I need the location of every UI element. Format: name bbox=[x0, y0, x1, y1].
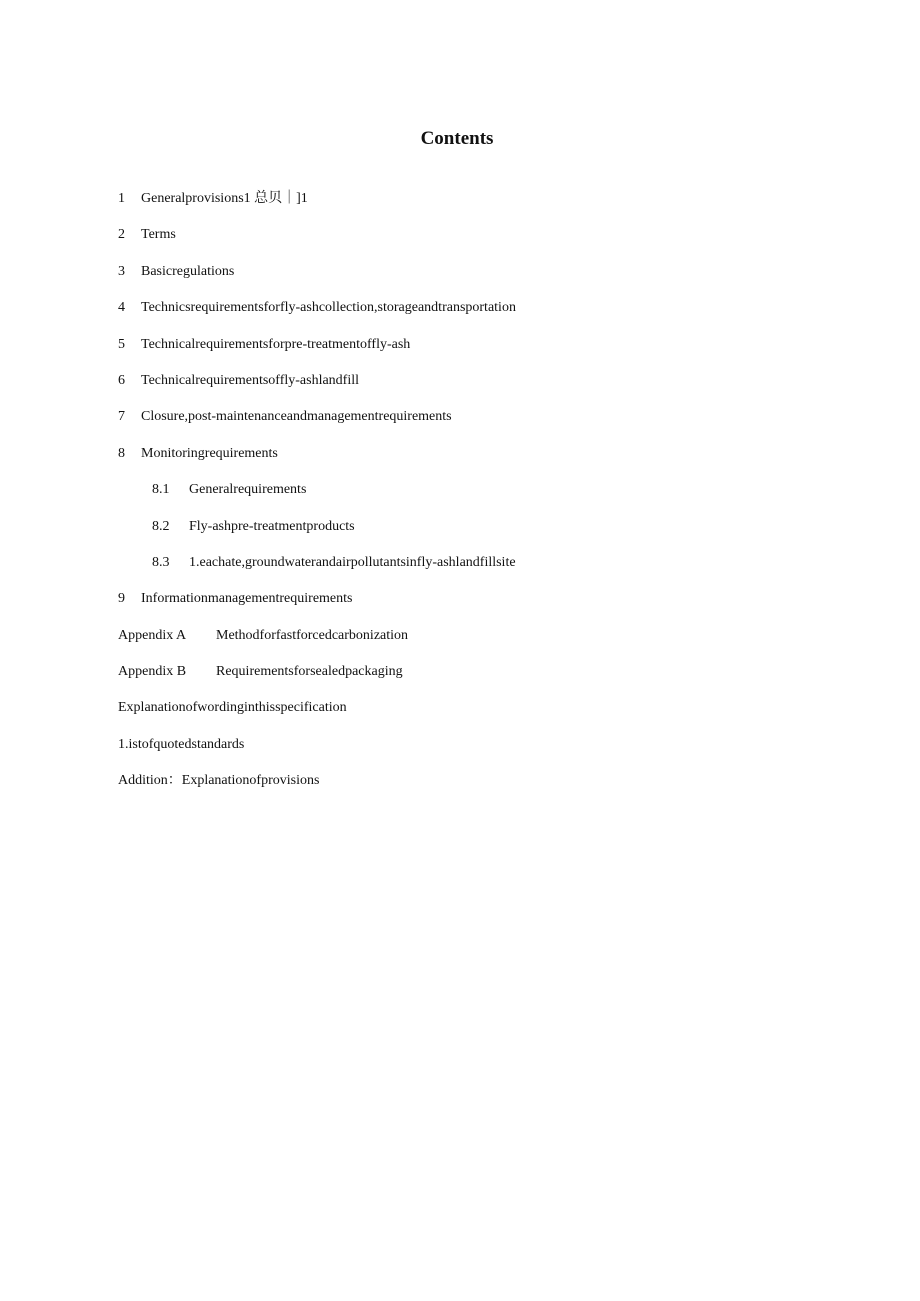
page-title: Contents bbox=[420, 128, 494, 149]
toc-entry-5[interactable] bbox=[118, 335, 818, 371]
toc-entry-number: 6 bbox=[118, 372, 125, 388]
toc-entry-title: 1.istofquotedstandards bbox=[118, 736, 245, 752]
toc-entry-appendix-a[interactable] bbox=[118, 626, 818, 662]
toc-entry-number: Appendix A bbox=[118, 627, 187, 643]
toc-entry-title: Fly-ashpre-treatmentproducts bbox=[189, 518, 355, 534]
toc-entry-title: Explanationofwordinginthisspecification bbox=[118, 700, 347, 716]
toc-entry-explanation-of-wording[interactable] bbox=[118, 698, 818, 734]
toc-entry-4[interactable] bbox=[118, 298, 818, 334]
toc-entry-title: 1.eachate,groundwaterandairpollutantsinfly-ashlandfillsite bbox=[189, 554, 516, 570]
toc-entry-title: Methodforfastforcedcarbonization bbox=[216, 627, 409, 643]
table-of-contents bbox=[118, 189, 818, 808]
toc-entry-2[interactable] bbox=[118, 225, 818, 261]
toc-entry-title: Basicregulations bbox=[141, 263, 235, 279]
toc-entry-title: Generalprovisions1 总贝｜]1 bbox=[141, 191, 308, 206]
toc-entry-number: 2 bbox=[118, 227, 125, 243]
toc-entry-8[interactable] bbox=[118, 444, 818, 480]
toc-entry-title: Requirementsforsealedpackaging bbox=[216, 664, 403, 680]
toc-entry-number: 3 bbox=[118, 263, 125, 279]
toc-entry-appendix-b[interactable] bbox=[118, 662, 818, 698]
toc-entry-title: Informationmanagementrequirements bbox=[141, 591, 353, 607]
toc-entry-number: 1 bbox=[118, 191, 125, 206]
toc-entry-1[interactable] bbox=[118, 189, 818, 225]
toc-entry-number: 8.2 bbox=[152, 518, 170, 534]
toc-entry-title: Technicsrequirementsforfly-ashcollection,storageandtransportation bbox=[141, 300, 516, 316]
toc-entry-number: 9 bbox=[118, 591, 125, 607]
toc-entry-title: Technicalrequirementsoffly-ashlandfill bbox=[141, 372, 360, 388]
toc-entry-7[interactable] bbox=[118, 407, 818, 443]
toc-entry-title: Monitoringrequirements bbox=[141, 445, 278, 461]
toc-entry-6[interactable] bbox=[118, 371, 818, 407]
toc-entry-number: 8 bbox=[118, 445, 125, 461]
toc-entry-3[interactable] bbox=[118, 262, 818, 298]
toc-entry-title: Technicalrequirementsforpre-treatmentoffly-ash bbox=[141, 336, 411, 352]
toc-entry-title: Terms bbox=[141, 227, 176, 243]
toc-entry-title: Generalrequirements bbox=[189, 482, 307, 498]
toc-entry-number: 7 bbox=[118, 409, 125, 425]
toc-entry-quoted-standards[interactable] bbox=[118, 735, 818, 771]
toc-entry-title: Addition：Explanationofprovisions bbox=[118, 773, 320, 789]
toc-entry-8-3[interactable] bbox=[118, 553, 818, 589]
toc-entry-addition[interactable] bbox=[118, 771, 818, 807]
toc-entry-number: Appendix B bbox=[118, 664, 187, 680]
toc-entry-number: 4 bbox=[118, 300, 125, 316]
toc-entry-9[interactable] bbox=[118, 589, 818, 625]
toc-entry-8-2[interactable] bbox=[118, 517, 818, 553]
toc-entry-number: 8.3 bbox=[152, 554, 170, 570]
toc-entry-number: 8.1 bbox=[152, 482, 170, 498]
toc-entry-number: 5 bbox=[118, 336, 125, 352]
toc-entry-title: Closure,post-maintenanceandmanagementrequirements bbox=[141, 409, 452, 425]
toc-entry-8-1[interactable] bbox=[118, 480, 818, 516]
